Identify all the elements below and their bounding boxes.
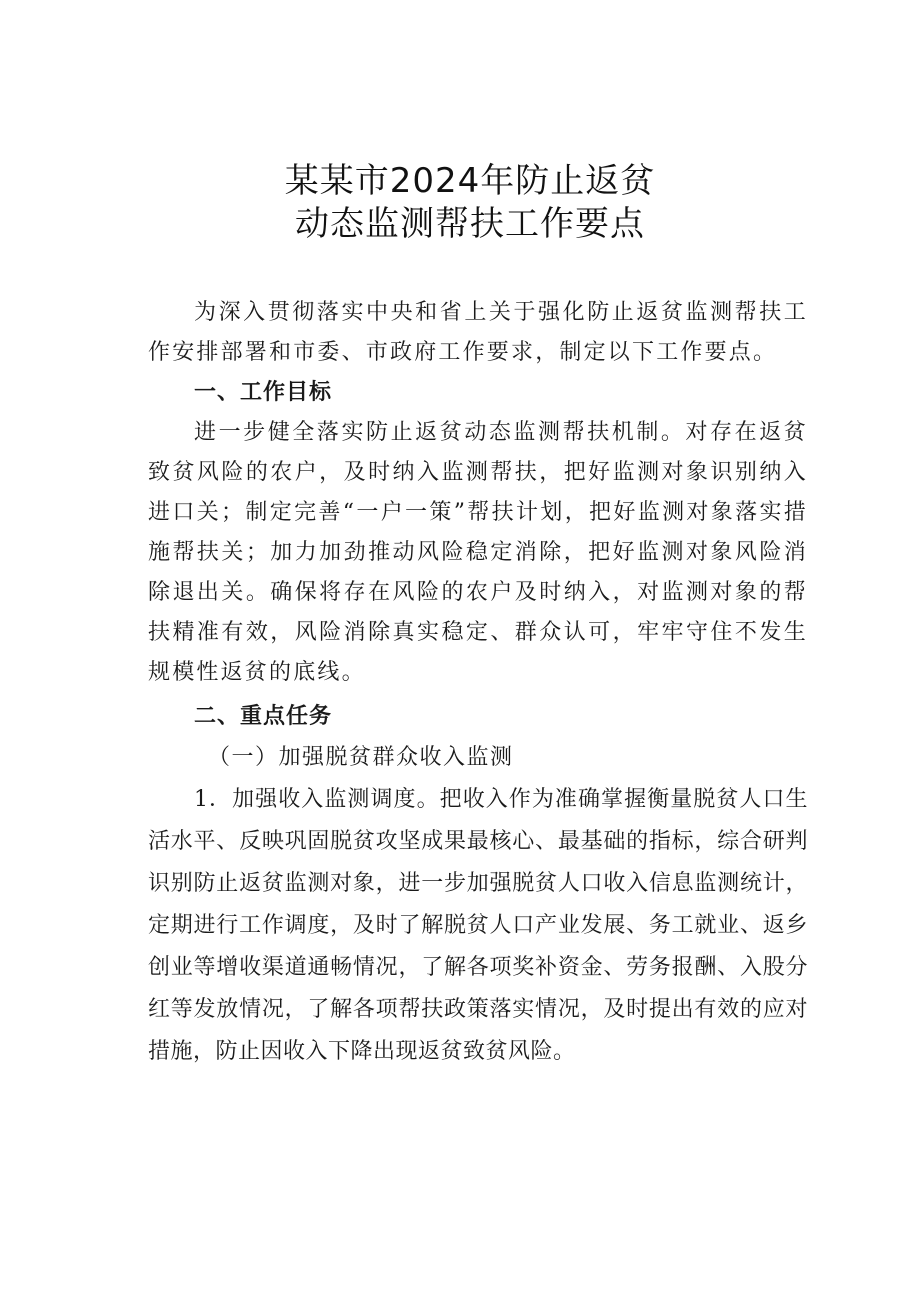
section2-subheading: （一）加强脱贫群众收入监测: [208, 745, 514, 770]
document-title-line1: 某某市2024年防止返贫: [284, 161, 656, 201]
section2-heading: 二、重点任务: [194, 704, 333, 729]
document-body: [148, 293, 808, 1073]
section2-item1-paragraph: 1．加强收入监测调度。把收入作为准确掌握衡量脱贫人口生活水平、反映巩固脱贫攻坚成果最核心、最基础的指标，综合研判识别防止返贫监测对象，进一步加强脱贫人口收入信息监测统计，定期进行工作调度，及时了解脱贫人口产业发展、务工就业、返乡创业等增收渠道通畅情况，了解各项奖补资金、劳务报酬、入股分红等发放情况，了解各项帮扶政策落实情况，及时提出有效的应对措施，防止因收入下降出现返贫致贫风险。: [148, 787, 808, 1064]
intro-paragraph: 为深入贯彻落实中央和省上关于强化防止返贫监测帮扶工作安排部署和市委、市政府工作要求，制定以下工作要点。: [148, 300, 808, 365]
section1-paragraph: 进一步健全落实防止返贫动态监测帮扶机制。对存在返贫致贫风险的农户，及时纳入监测帮扶，把好监测对象识别纳入进口关；制定完善“一户一策”帮扶计划，把好监测对象落实措施帮扶关；加力加劲推动风险稳定消除，把好监测对象风险消除退出关。确保将存在风险的农户及时纳入，对监测对象的帮扶精准有效，风险消除真实稳定、群众认可，牢牢守住不发生规模性返贫的底线。: [148, 420, 808, 685]
document-title-line2: 动态监测帮扶工作要点: [295, 204, 645, 244]
section1-heading: 一、工作目标: [194, 380, 333, 405]
